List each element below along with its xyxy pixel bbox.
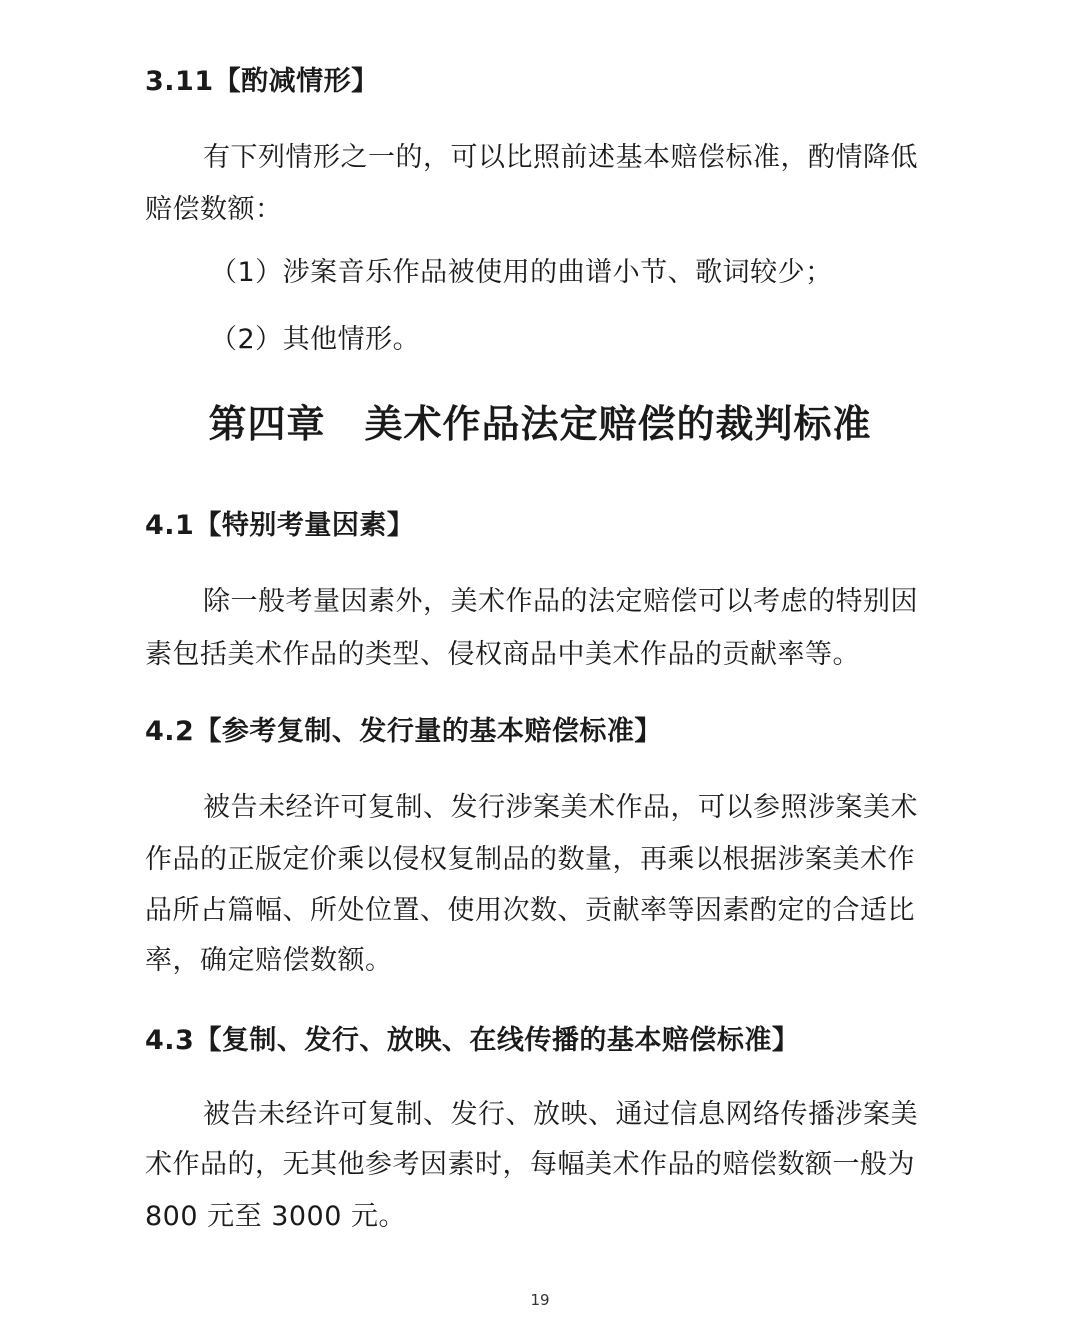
list-item: （1）涉案音乐作品被使用的曲谱小节、歌词较少； [210, 257, 833, 288]
paragraph-line: 率，确定赔偿数额。 [145, 945, 393, 976]
section-heading-4-3: 4.3【复制、发行、放映、在线传播的基本赔偿标准】 [145, 1025, 800, 1056]
page-number: 19 [530, 1291, 550, 1309]
section-heading-4-1: 4.1【特别考量因素】 [145, 510, 415, 541]
paragraph-line: 被告未经许可复制、发行涉案美术作品，可以参照涉案美术 [203, 792, 918, 823]
paragraph-line: 作品的正版定价乘以侵权复制品的数量，再乘以根据涉案美术作 [145, 844, 915, 875]
section-heading-3-11: 3.11【酌减情形】 [145, 66, 379, 97]
section-heading-4-2: 4.2【参考复制、发行量的基本赔偿标准】 [145, 716, 662, 747]
chapter-title: 第四章 美术作品法定赔偿的裁判标准 [208, 402, 872, 446]
paragraph-line: 有下列情形之一的，可以比照前述基本赔偿标准，酌情降低 [203, 142, 918, 173]
paragraph-line: 品所占篇幅、所处位置、使用次数、贡献率等因素酌定的合适比 [145, 895, 915, 926]
paragraph-line: 术作品的，无其他参考因素时，每幅美术作品的赔偿数额一般为 [145, 1149, 915, 1180]
list-item: （2）其他情形。 [210, 324, 421, 355]
paragraph-line: 赔偿数额： [145, 194, 283, 225]
paragraph-line: 被告未经许可复制、发行、放映、通过信息网络传播涉案美 [203, 1099, 918, 1130]
paragraph-line: 素包括美术作品的类型、侵权商品中美术作品的贡献率等。 [145, 639, 860, 670]
paragraph-line: 800 元至 3000 元。 [145, 1201, 406, 1232]
paragraph-line: 除一般考量因素外，美术作品的法定赔偿可以考虑的特别因 [203, 586, 918, 617]
